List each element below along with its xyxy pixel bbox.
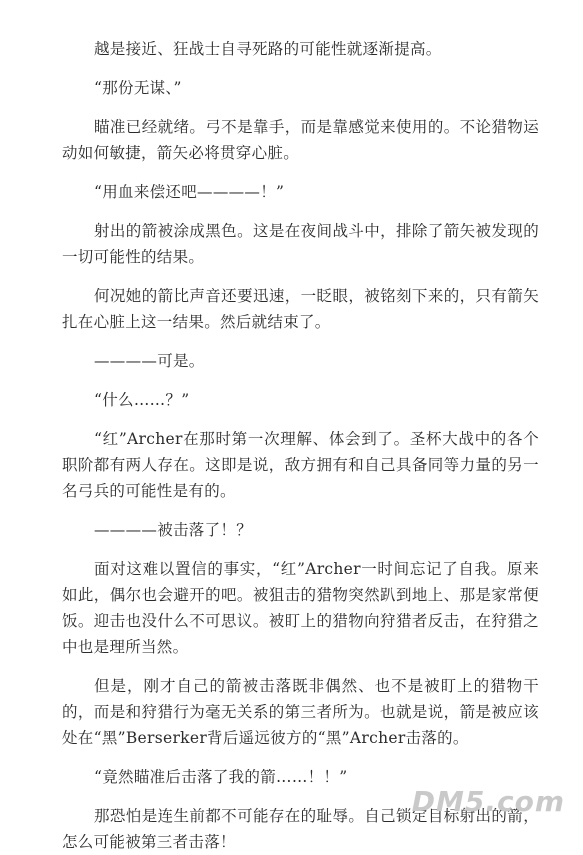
paragraph-11: 面对这难以置信的事实，“红”Archer一时间忘记了自我。原来如此，偶尔也会避开的吧。被狙击的猎物突然趴到地上、那是家常便饭。迎击也没什么不可思议。被盯上的猎物向狩猎者反击，在狩猎之中也是理所当然。 <box>62 560 539 656</box>
paragraph-12: 但是，刚才自己的箭被击落既非偶然、也不是被盯上的猎物干的，而是和狩猎行为毫无关系的第三者所为。也就是说，箭是被应该处在“黑”Berserker背后遥远彼方的“黑”Archer击落的。 <box>62 677 539 747</box>
paragraph-5: 射出的箭被涂成黑色。这是在夜间战斗中，排除了箭矢被发现的一切可能性的结果。 <box>62 222 539 266</box>
watermark-logo: DM5.com <box>411 785 565 818</box>
paragraph-7: ————可是。 <box>94 352 205 370</box>
paragraph-9: “红”Archer在那时第一次理解、体会到了。圣杯大战中的各个职阶都有两人存在。这即是说，敌方拥有和自己具备同等力量的另一名弓兵的可能性是有的。 <box>62 430 539 500</box>
paragraph-1: 越是接近、狂战士自寻死路的可能性就逐渐提高。 <box>94 40 442 58</box>
paragraph-10: ————被击落了！？ <box>94 521 253 539</box>
paragraph-4: “用血来偿还吧————！” <box>94 183 285 201</box>
paragraph-13: “竟然瞄准后击落了我的箭……！！” <box>94 768 348 786</box>
paragraph-3: 瞄准已经就绪。弓不是靠手，而是靠感觉来使用的。不论猎物运动如何敏捷，箭矢必将贯穿心脏。 <box>62 118 539 162</box>
paragraph-8: “什么……？” <box>94 391 190 409</box>
paragraph-14: 那恐怕是连生前都不可能存在的耻辱。自己锁定目标射出的箭，怎么可能被第三者击落！ <box>62 807 539 851</box>
paragraph-6: 何况她的箭比声音还要迅速，一眨眼，被铭刻下来的，只有箭矢扎在心脏上这一结果。然后就结束了。 <box>62 287 539 331</box>
paragraph-2: “那份无谋、” <box>94 79 182 97</box>
